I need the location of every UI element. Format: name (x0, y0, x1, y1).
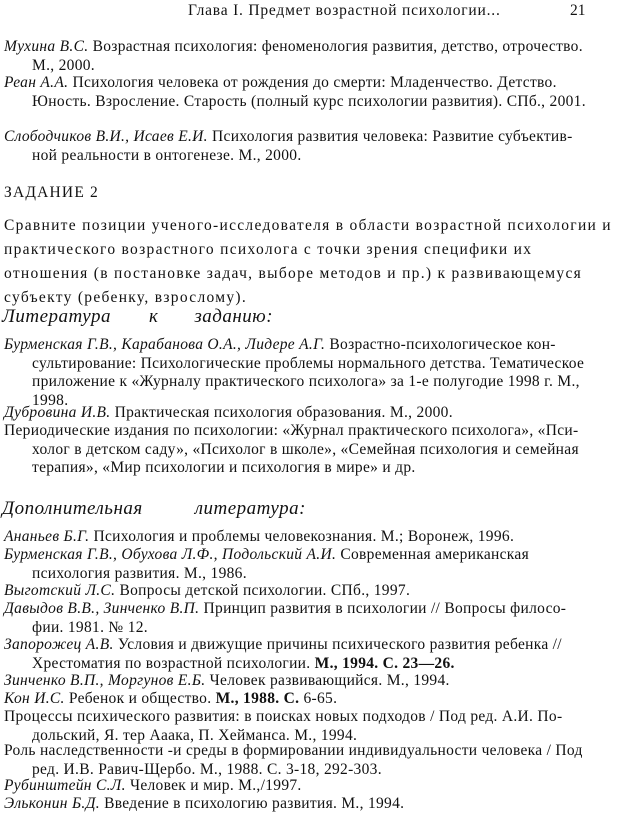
reference-text: Вопросы детской психологии. СПб., 1997. (119, 582, 411, 599)
reference-text: Процессы психического развития: в поисках новых подходов / Под ред. А.И. По- (4, 708, 563, 725)
reference-author: Дубровина И.В. (4, 404, 111, 421)
reference-text: Возрастно-психологическое кон- (329, 336, 556, 353)
literature-entry (4, 546, 616, 583)
reference-text: Психология человека от рождения до смерти: Младенчество. Детство. (72, 74, 557, 91)
reference-author: Рубинштейн С.Л. (4, 777, 126, 794)
reference-text: Принцип развития в психологии // Вопросы филосо- (203, 600, 567, 617)
literature-entry (4, 690, 616, 709)
reference-text-tail: 6-65. (303, 690, 338, 707)
reference-author: Давыдов В.В., Зинченко В.П. (4, 600, 200, 617)
heading-word: заданию: (194, 306, 274, 327)
reference-author: Зинченко В.П., Моргунов Е.Б. (4, 672, 206, 689)
heading-word: Дополнительная (2, 498, 143, 519)
reference-text: Человек развивающийся. М., 1994. (209, 672, 450, 689)
section-heading-additional-literature (2, 498, 306, 520)
reference-entry (4, 38, 616, 75)
literature-entry (4, 422, 616, 478)
reference-text-continued: ред. И.В. Равич-Щербо. М., 1988. С. 3-18, 292-303. (32, 760, 382, 778)
literature-entry (4, 777, 616, 796)
literature-entry (4, 528, 616, 547)
reference-text-continued: Юность. Взросление. Старость (полный курс психологии развития). СПб., 2001. (32, 92, 586, 110)
reference-text: Современная американская (340, 546, 530, 563)
literature-entry (4, 795, 616, 814)
reference-author: Выготский Л.С. (4, 582, 116, 599)
reference-text-continued: сультирование: Психологические проблемы нормального детства. Тематическое приложение к «Журналу практического психолога» за 1-е полугодие 1998 г. М., 1998. (32, 354, 585, 409)
section-heading-literature (2, 306, 273, 328)
reference-text-continued: психология развития. М., 1986. (32, 564, 247, 582)
reference-text-continued: М., 2000. (32, 56, 95, 74)
reference-text: Введение в психологию развития. М., 1994. (104, 795, 405, 812)
running-title: Глава I. Предмет возрастной психологии... (188, 2, 501, 19)
literature-entry (4, 742, 616, 779)
reference-author: Мухина В.С. (4, 38, 89, 55)
reference-author: Запорожец А.В. (4, 636, 114, 653)
task-text: Сравните позиции ученого-исследователя в области возрастной психологии и практического возрастного психолога с точки зрения специфики их отношения (в постановке задач, выборе методов и пр.) к развивающемуся субъекту (ребенку, взрослому). (4, 217, 612, 306)
reference-author: Слободчиков В.И., Исаев Е.И. (4, 128, 208, 145)
reference-text-continued: фии. 1981. № 12. (32, 618, 148, 636)
reference-text: Периодические издания по психологии: «Журнал практического психолога», «Пси- (4, 422, 579, 439)
reference-author: Бурменская Г.В., Обухова Л.Ф., Подольский А.И. (4, 546, 337, 563)
reference-author: Реан А.А. (4, 74, 69, 91)
reference-text: Человек и мир. М.,/1997. (129, 777, 302, 794)
reference-text-continued: Хрестоматия по возрастной психологии. (32, 654, 311, 672)
reference-text: Условия и движущие причины психического развития ребенка // (117, 636, 562, 653)
reference-author: Бурменская Г.В., Карабанова О.А., Лидере А.Г. (4, 336, 326, 353)
literature-entry (4, 404, 616, 423)
literature-entry (4, 708, 616, 745)
literature-entry (4, 600, 616, 637)
reference-text-continued: холог в детском саду», «Психолог в школе», «Семейная психология и семейная терапия», «Мир психологии и психология в мире» и др. (32, 440, 579, 476)
reference-entry (4, 74, 616, 111)
page-number: 21 (570, 2, 586, 19)
reference-author: Эльконин Б.Д. (4, 795, 100, 812)
reference-text: Роль наследственности -и среды в формировании индивидуальности человека / Под (4, 742, 583, 759)
reference-text: Психология развития человека: Развитие субъектив- (212, 128, 573, 145)
reference-entry (4, 128, 616, 165)
reference-author: Ананьев Б.Г. (4, 528, 90, 545)
literature-entry (4, 336, 616, 410)
reference-text: Ребенок и общество. (68, 690, 212, 707)
reference-text-continued: дольский, Я. тер Аaака, П. Хейманса. М., 1994. (32, 726, 358, 744)
reference-author: Кон И.С. (4, 690, 65, 707)
literature-entry (4, 636, 616, 673)
reference-text-continued: ной реальности в онтогенезе. М., 2000. (32, 146, 302, 164)
heading-word: литература: (194, 498, 306, 519)
reference-bold-mid: М., 1988. С. (215, 690, 300, 707)
literature-entry (4, 672, 616, 691)
heading-word: Литература (2, 306, 111, 327)
page-header (0, 2, 620, 26)
reference-text: Практическая психология образования. М., 2000. (114, 404, 453, 421)
reference-text: Возрастная психология: феноменология развития, детство, отрочество. (92, 38, 583, 55)
reference-bold-tail: М., 1994. С. 23—26. (314, 654, 455, 672)
task-heading: ЗАДАНИЕ 2 (4, 184, 100, 201)
heading-word: к (148, 306, 159, 327)
reference-text: Психология и проблемы человекознания. М.; Воронеж, 1996. (93, 528, 515, 545)
literature-entry (4, 582, 616, 601)
